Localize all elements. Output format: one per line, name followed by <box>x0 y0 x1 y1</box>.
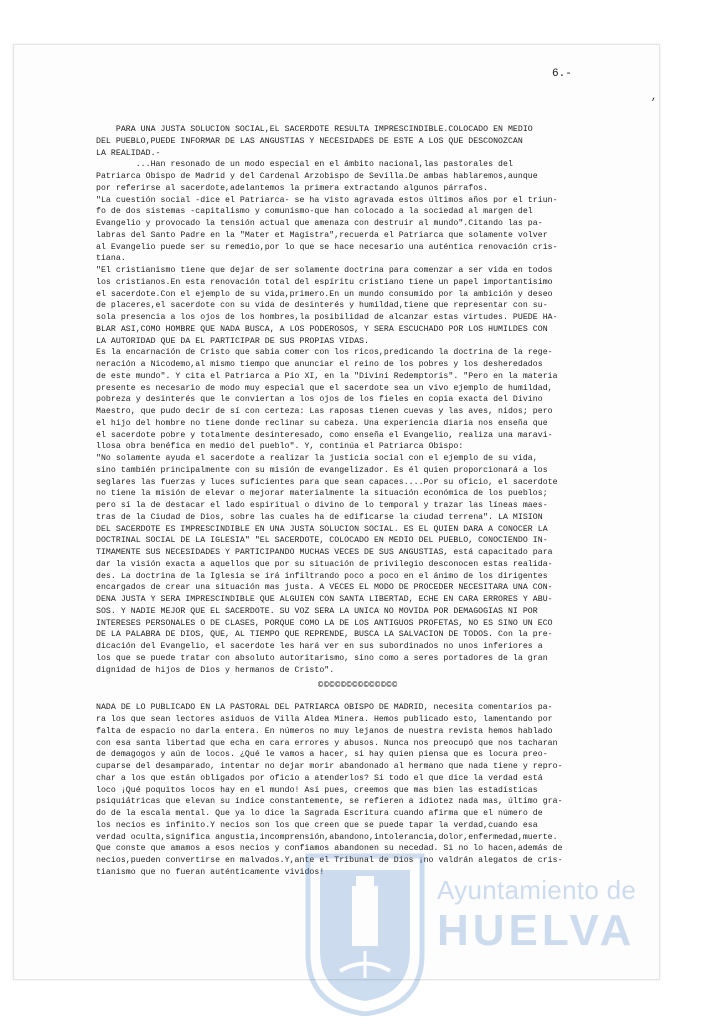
text-line: los que se puede tratar con absoluto autoritarismo, sino como a seres portadores de la gran <box>96 653 548 663</box>
text-line: dicación del Evangelio, el sacerdote les hará ver en sus subordinados no unos inferiores a <box>96 642 543 651</box>
text-line: tras de la Ciudad de Dios, sobre las cuales ha de edificarse la ciudad terrena". LA MISION <box>96 512 543 522</box>
text-line: los necios es infinito.Y necios son los que creen que se puede tapar la verdad,cuando esa <box>96 820 538 830</box>
text-line: de placeres,el sacerdote con su vida de desinterés y humildad,tiene que representar con su- <box>96 301 548 311</box>
text-line: sola presencia a los ojos de los hombres,la posibilidad de alcanzar estas virtudes. PUEDE HA- <box>96 313 558 322</box>
text-line: llosa obra benéfica en medio del pueblo". Y, continúa el Patriarca Obispo: <box>96 442 464 452</box>
text-line: necios,pueden convertirse en malvados.Y,ante el Tribunal de Dios ¡no valdrán alegatos de cris- <box>96 856 563 865</box>
text-line: TIMAMENTE SUS NECESIDADES Y PARTICIPANDO MUCHAS VECES DE SUS ANGUSTIAS, está capacitado para <box>96 548 553 557</box>
text-line: "La cuestión social -dice el Patriarca- se ha visto agravada estos últimos años por el triun- <box>96 195 558 205</box>
text-line: char a los que están obligados por oficio a atenderlos? Si todo el que dice la verdad está <box>96 773 543 783</box>
text-line: psiquiátricas que elevan su índice constantemente, se refieren a idiotez nada mas, último gra- <box>96 797 563 807</box>
text-line: Maestro, que pudo decir de sí con certeza: Las raposas tienen cuevas y las aves, nidos; pero <box>96 407 553 416</box>
text-line: pero sí la de destacar el lado espiritual o divino de lo temporal y trazar las líneas maes- <box>96 501 548 510</box>
text-line: falta de espacio no darla entera. En números no muy lejanos de nuestra revista hemos hablado <box>96 726 553 736</box>
text-line: dar la visión exacta a aquellos que por su situación de privilegio desconocen estas realida- <box>96 559 553 569</box>
text-line: DEL PUEBLO,PUEDE INFORMAR DE LAS ANGUSTIAS Y NECESIDADES DE ESTE A LOS QUE DESCONOZCAN <box>96 136 523 146</box>
text-line: labras del Santo Padre en la "Mater et Magistra",recuerda el Patriarca que solamente volver <box>96 230 548 240</box>
text-line: fo de dos sistemas -capitalismo y comunismo-que han colocado a la sociedad al margen del <box>96 207 533 217</box>
text-line: LA AUTORIDAD QUE DA EL PARTICIPAR DE SUS PROPIAS VIDAS. <box>96 336 369 346</box>
text-line: encargados de crear una situación mas justa. A VECES EL MODO DE PROCEDER NECESITARA UNA CON- <box>96 583 553 593</box>
text-line: tiana. <box>96 254 126 264</box>
text-line: el sacerdote pobre y totalmente desinteresado, como enseña el Evangelio, realiza una maravi- <box>96 430 553 440</box>
text-line: ra los que sean lectores asiduos de Villa Aldea Minera. Hemos publicado esto, lamentando por <box>96 715 553 724</box>
text-line: SOS. Y NADIE MEJOR QUE EL SACERDOTE. SU VOZ SERA LA UNICA NO MOVIDA POR DEMAGOGIAS NI POR <box>96 606 538 616</box>
text-line: do de la escala mental. Que ya lo dice la Sagrada Escritura cuando afirma que el número de <box>96 809 543 818</box>
section-separator: ©©©©©©©©©©©©©© <box>318 680 398 691</box>
text-line: des. La doctrina de la Iglesia se irá infiltrando poco a poco en el ánimo de los dirigentes <box>96 571 548 581</box>
text-line: DENA JUSTA Y SERA IMPRESCINDIBLE QUE ALGUIEN CON SANTA LIBERTAD, ECHE EN CARA ERRORES Y ABU- <box>96 595 553 604</box>
text-line: neración a Nicodemo,al mismo tiempo que anunciar el reino de los pobres y los desheredados <box>96 360 543 369</box>
text-line: el hijo del hombre no tiene donde reclinar su cabeza. Una experiencia diaria nos enseña que <box>96 418 548 428</box>
text-line: ...Han resonado de un modo especial en el ámbito nacional,las pastorales del <box>96 160 513 170</box>
text-line: Patriarca Obispo de Madrid y del Cardenal Arzobispo de Sevilla.De ambas hablaremos,aunque <box>96 172 538 181</box>
text-line: por referirse al sacerdote,adelantemos la primera extractando algunos párrafos. <box>96 183 489 193</box>
text-line: verdad oculta,significa angustia,incomprensión,abandono,intolerancia,dolor,enfermedad,muerte. <box>96 832 558 842</box>
watermark-institution: Ayuntamiento de <box>437 875 637 905</box>
text-line: el sacerdote.Con el ejemplo de su vida,primero.En un mundo consumido por la ambición y deseo <box>96 289 553 299</box>
text-line: presente es necesario de modo muy especial que el sacerdote sea un vivo ejemplo de humildad, <box>96 383 553 393</box>
text-line: "El cristianismo tiene que dejar de ser solamente doctrina para comenzar a ser vida en todos <box>96 266 553 275</box>
text-line: DEL SACERDOTE ES IMPRESCINDIBLE EN UNA JUSTA SOLUCION SOCIAL. ES EL QUIEN DARA A CONOCER LA <box>96 524 548 534</box>
text-line: DE LA PALABRA DE DIOS, QUE, AL TIEMPO QUE REPRENDE, BUSCA LA SALVACION DE TODOS. Con la pre- <box>96 630 553 640</box>
text-line: seglares las fuerzas y luces suficientes para que sean capaces....Por su oficio, el sacerdote <box>96 477 558 487</box>
page-number: 6.- <box>552 68 572 80</box>
text-line: de demagogos y aún de locos. ¿Qué le vamos a hacer, si hay quien piensa que es locura preo- <box>96 750 548 760</box>
text-line: de este mundo". Y cita el Patriarca a Pío XI, en la "Divini Redemptoris". "Pero en la materia <box>96 371 558 381</box>
text-line: NADA DE LO PUBLICADO EN LA PASTORAL DEL PATRIARCA OBISPO DE MADRID, necesita comentarios pa- <box>96 703 553 713</box>
watermark-city: HUELVA <box>437 906 636 955</box>
text-line: al Evangelio puede ser su remedio,por lo que se hace necesario una auténtica renovación cris- <box>96 242 558 252</box>
text-line: los cristianos.En esta renovación total del espíritu cristiano tiene un papel importantísimo <box>96 277 553 287</box>
text-line: Evangelio y provocado la tensión actual que amenaza con destruir al mundo".Citando las pa- <box>96 219 543 228</box>
text-line: sino también principalmente con su misión de evangelizador. Es él quien proporcionará a los <box>96 465 548 475</box>
text-line: Que conste que amamos a esos necios y confiamos abandonen su necedad. Si no lo hacen,además de <box>96 844 563 854</box>
text-line: BLAR ASI,COMO HOMBRE QUE NADA BUSCA, A LOS PODEROSOS, Y SERA ESCUCHADO POR LOS HUMILDES CON <box>96 324 548 334</box>
text-line: pobreza y desinterés que le conviertan a los ojos de los fieles en copia exacta del Divino <box>96 395 543 405</box>
text-line: loco ¡Qué poquitos locos hay en el mundo! Así pues, creemos que mas bien las estadísticas <box>96 785 538 795</box>
scan-speck: , <box>651 92 658 103</box>
text-line: cuparse del desamparado, intentar no dejar morir abandonado al hermano que nada tiene y repro- <box>96 762 563 771</box>
text-line: dignidad de hijos de Dios y hermanos de Cristo". <box>96 665 335 675</box>
text-line: tianismo que no fueran auténticamente vividos! <box>96 867 325 877</box>
text-line: "No solamente ayuda el sacerdote a realizar la justicia social con el ejemplo de su vida, <box>96 454 538 463</box>
text-line: con esa santa libertad que echa en cara errores y abusos. Nunca nos preocupó que nos tacharan <box>96 738 558 748</box>
text-line: DOCTRINAL SOCIAL DE LA IGLESIA" "EL SACERDOTE, COLOCADO EN MEDIO DEL PUEBLO, CONOCIENDO IN- <box>96 536 548 546</box>
text-line: PARA UNA JUSTA SOLUCION SOCIAL,EL SACERDOTE RESULTA IMPRESCINDIBLE.COLOCADO EN MEDIO <box>96 125 533 134</box>
text-line: INTERESES PERSONALES O DE CLASES, PORQUE COMO LA DE LOS ANTIGUOS PROFETAS, NO ES SINO UN ECO <box>96 618 553 628</box>
text-line: LA REALIDAD.- <box>96 148 161 158</box>
text-line: Es la encarnación de Cristo que sabía comer con los ricos,predicando la doctrina de la rege- <box>96 348 553 358</box>
text-line: no tiene la misión de elevar o mejorar materialmente la situación económica de los pueblos; <box>96 489 548 499</box>
